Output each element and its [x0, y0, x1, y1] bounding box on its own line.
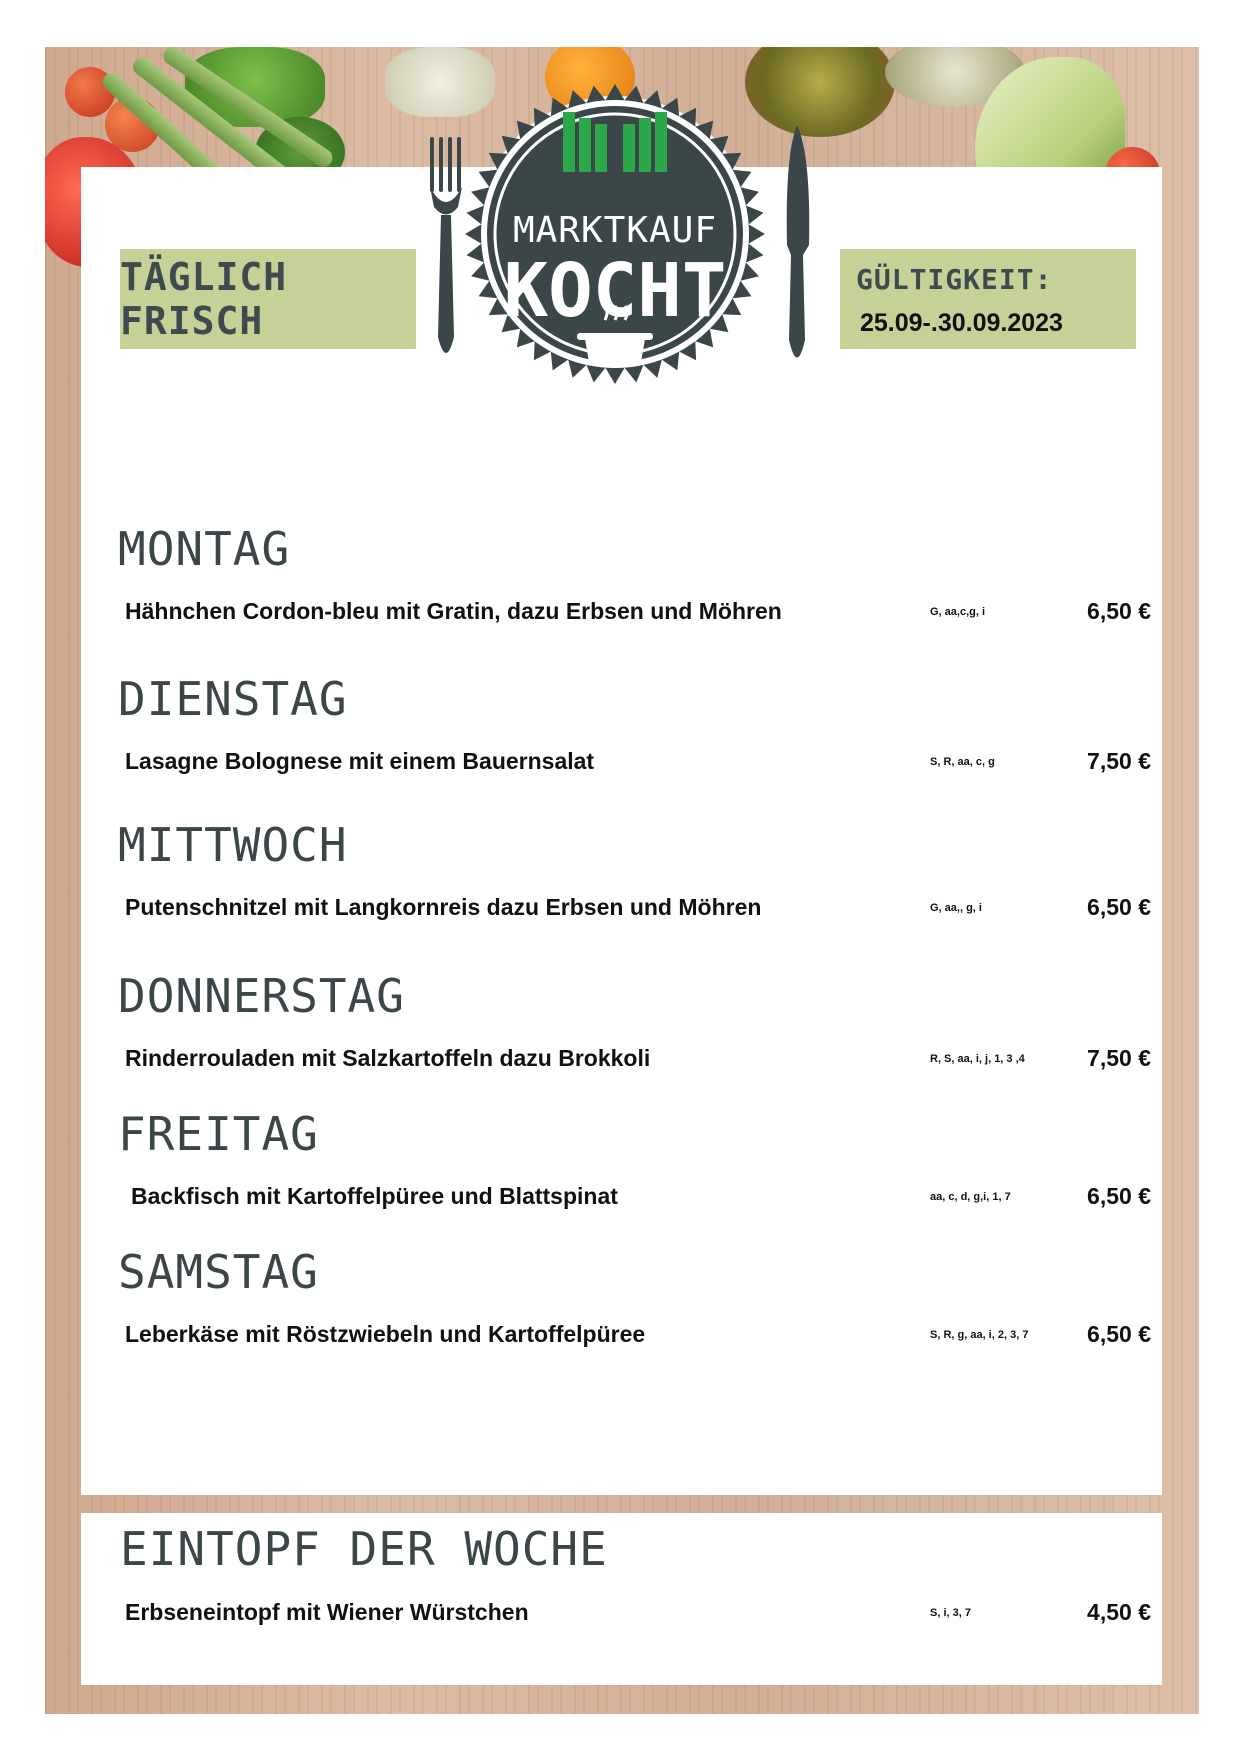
allergen-codes: R, S, aa, i, j, 1, 3 ,4: [930, 1053, 1025, 1065]
day-heading: DONNERSTAG: [118, 969, 405, 1023]
logo-text-kocht: KOCHT: [503, 248, 727, 334]
stew-dish: Erbseneintopf mit Wiener Würstchen: [125, 1599, 529, 1625]
stew-allergens: S, i, 3, 7: [930, 1607, 971, 1619]
dish-name: Hähnchen Cordon-bleu mit Gratin, dazu Erbsen und Möhren: [125, 598, 782, 624]
dish-name: Leberkäse mit Röstzwiebeln und Kartoffelpüree: [125, 1321, 646, 1347]
day-heading: MONTAG: [118, 522, 291, 576]
day-heading: SAMSTAG: [118, 1245, 319, 1299]
dish-price: 7,50 €: [1087, 748, 1151, 774]
allergen-codes: S, R, aa, c, g: [930, 756, 995, 768]
dish-price: 6,50 €: [1087, 1321, 1151, 1347]
allergen-codes: G, aa,, g, i: [930, 902, 982, 914]
tag-validity: [840, 249, 1136, 349]
dish-price: 6,50 €: [1087, 894, 1151, 920]
tag-daily-fresh: [120, 249, 416, 349]
day-heading: DIENSTAG: [118, 672, 348, 726]
dish-name: Backfisch mit Kartoffelpüree und Blattspinat: [131, 1183, 618, 1209]
validity-label: GÜLTIGKEIT:: [856, 263, 1053, 296]
tag-daily-fresh-label: TÄGLICH FRISCH: [120, 255, 288, 343]
logo-text-marktkauf: MARKTKAUF: [512, 210, 718, 251]
dish-name: Rinderrouladen mit Salzkartoffeln dazu Brokkoli: [125, 1045, 651, 1071]
logo-badge: [465, 84, 765, 384]
stew-heading: EINTOPF DER WOCHE: [120, 1522, 608, 1576]
allergen-codes: G, aa,c,g, i: [930, 606, 986, 618]
dish-price: 7,50 €: [1087, 1045, 1151, 1071]
stew-price: 4,50 €: [1087, 1599, 1151, 1625]
dish-name: Putenschnitzel mit Langkornreis dazu Erbsen und Möhren: [125, 894, 762, 920]
wood-background: [45, 47, 1199, 1714]
knife-icon: [783, 125, 811, 375]
validity-dates: 25.09-.30.09.2023: [860, 309, 1063, 337]
dish-name: Lasagne Bolognese mit einem Bauernsalat: [125, 748, 595, 774]
dish-price: 6,50 €: [1087, 598, 1151, 624]
fork-icon: [428, 137, 464, 367]
day-heading: FREITAG: [118, 1107, 319, 1161]
day-heading: MITTWOCH: [118, 818, 348, 872]
allergen-codes: S, R, g, aa, i, 2, 3, 7: [930, 1329, 1029, 1341]
dish-price: 6,50 €: [1087, 1183, 1151, 1209]
allergen-codes: aa, c, d, g,i, 1, 7: [930, 1191, 1011, 1203]
